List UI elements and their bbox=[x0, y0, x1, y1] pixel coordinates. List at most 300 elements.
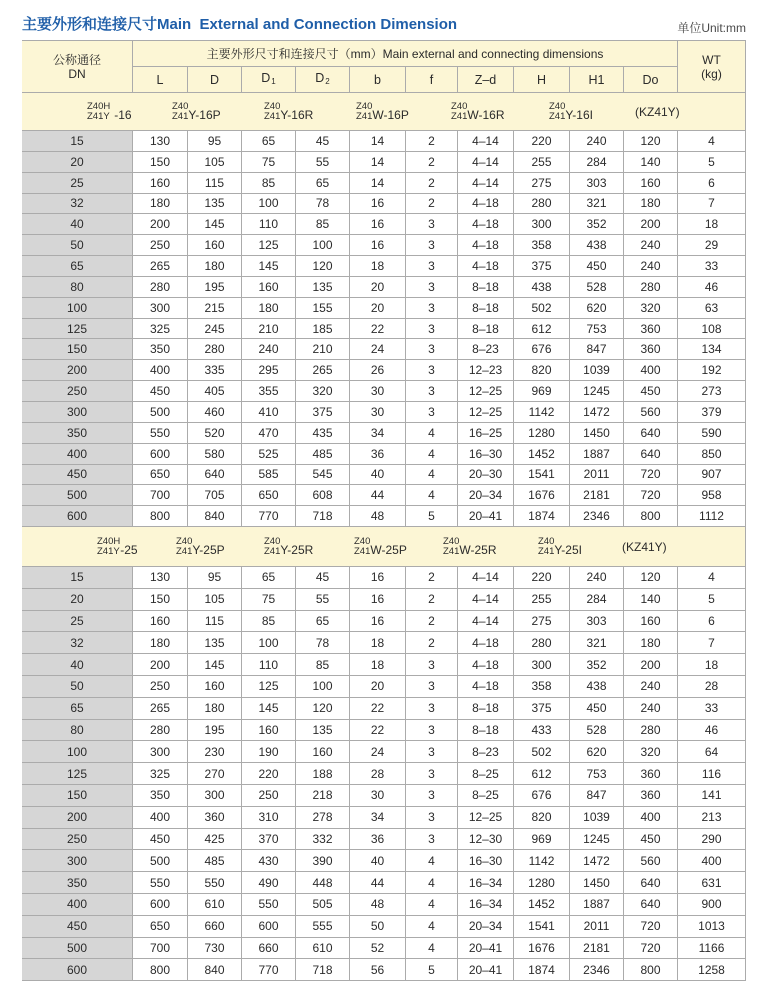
cell-dn: 50 bbox=[22, 235, 133, 256]
cell-h: 612 bbox=[514, 319, 570, 340]
cell-h1: 620 bbox=[570, 741, 624, 763]
cell-d: 160 bbox=[188, 235, 242, 256]
cell-d: 160 bbox=[188, 676, 242, 698]
cell-d1: 370 bbox=[242, 829, 296, 851]
cell-d1: 770 bbox=[242, 959, 296, 981]
cell-b: 20 bbox=[350, 298, 406, 319]
cell-l: 350 bbox=[133, 785, 188, 807]
model-prefix-bottom: Z41Y bbox=[97, 545, 120, 557]
dn-header-en: DN bbox=[68, 66, 86, 81]
cell-d1: 85 bbox=[242, 611, 296, 633]
cell-d1: 145 bbox=[242, 256, 296, 277]
cell-d2: 155 bbox=[296, 298, 350, 319]
cell-l: 400 bbox=[133, 360, 188, 381]
cell-d1: 65 bbox=[242, 567, 296, 589]
cell-b: 20 bbox=[350, 676, 406, 698]
cell-z-d: 4–14 bbox=[458, 589, 514, 611]
model-prefix-stack bbox=[538, 537, 554, 557]
cell-f: 3 bbox=[406, 235, 458, 256]
cell-h: 1874 bbox=[514, 959, 570, 981]
cell-f: 5 bbox=[406, 959, 458, 981]
model-prefix-top: Z40 bbox=[538, 535, 555, 547]
cell-d: 95 bbox=[188, 567, 242, 589]
cell-do: 720 bbox=[624, 916, 678, 938]
cell-f: 3 bbox=[406, 741, 458, 763]
model-prefix-top: Z40 bbox=[354, 535, 371, 547]
model-prefix-stack bbox=[356, 102, 372, 122]
cell-z-d: 4–14 bbox=[458, 611, 514, 633]
cell-d: 460 bbox=[188, 402, 242, 423]
cell-d1: 160 bbox=[242, 277, 296, 298]
cell-h1: 2011 bbox=[570, 916, 624, 938]
cell-h1: 284 bbox=[570, 589, 624, 611]
column-header-h1 bbox=[570, 67, 624, 93]
cell-z-d: 16–25 bbox=[458, 423, 514, 444]
cell-z-d: 4–14 bbox=[458, 173, 514, 194]
cell-d: 705 bbox=[188, 485, 242, 506]
cell-b: 30 bbox=[350, 402, 406, 423]
model-group-header bbox=[22, 93, 746, 131]
cell-h1: 2011 bbox=[570, 465, 624, 486]
column-header-f bbox=[406, 67, 458, 93]
table-row bbox=[22, 444, 746, 465]
cell-h: 1874 bbox=[514, 506, 570, 527]
model-suffix: -25 bbox=[120, 542, 138, 557]
cell-h1: 1887 bbox=[570, 444, 624, 465]
cell-d: 145 bbox=[188, 214, 242, 235]
cell-b: 16 bbox=[350, 567, 406, 589]
model-suffix: W-16R bbox=[467, 107, 505, 122]
cell-wt: 33 bbox=[678, 698, 746, 720]
cell-do: 280 bbox=[624, 720, 678, 742]
cell-l: 550 bbox=[133, 872, 188, 894]
model-prefix-bottom: Z41 bbox=[264, 110, 281, 122]
cell-do: 140 bbox=[624, 152, 678, 173]
model-label bbox=[622, 541, 667, 553]
cell-b: 40 bbox=[350, 850, 406, 872]
cell-wt: 900 bbox=[678, 894, 746, 916]
cell-l: 160 bbox=[133, 611, 188, 633]
cell-h1: 284 bbox=[570, 152, 624, 173]
cell-do: 180 bbox=[624, 194, 678, 215]
cell-z-d: 8–18 bbox=[458, 298, 514, 319]
cell-b: 30 bbox=[350, 785, 406, 807]
cell-wt: 7 bbox=[678, 194, 746, 215]
cell-f: 3 bbox=[406, 256, 458, 277]
cell-z-d: 4–18 bbox=[458, 676, 514, 698]
cell-wt: 18 bbox=[678, 214, 746, 235]
cell-h1: 1245 bbox=[570, 381, 624, 402]
cell-dn: 40 bbox=[22, 214, 133, 235]
cell-do: 450 bbox=[624, 829, 678, 851]
cell-z-d: 4–14 bbox=[458, 131, 514, 152]
table-row bbox=[22, 485, 746, 506]
cell-d2: 100 bbox=[296, 235, 350, 256]
cell-d2: 485 bbox=[296, 444, 350, 465]
cell-do: 800 bbox=[624, 506, 678, 527]
cell-do: 160 bbox=[624, 173, 678, 194]
cell-h1: 450 bbox=[570, 256, 624, 277]
column-header-b bbox=[350, 67, 406, 93]
cell-h: 358 bbox=[514, 235, 570, 256]
cell-f: 4 bbox=[406, 485, 458, 506]
cell-d2: 85 bbox=[296, 654, 350, 676]
cell-d: 640 bbox=[188, 465, 242, 486]
cell-b: 22 bbox=[350, 698, 406, 720]
cell-z-d: 20–41 bbox=[458, 506, 514, 527]
cell-b: 14 bbox=[350, 173, 406, 194]
wt-header-unit: (kg) bbox=[701, 66, 722, 81]
cell-l: 325 bbox=[133, 319, 188, 340]
model-label bbox=[172, 102, 221, 122]
cell-f: 2 bbox=[406, 632, 458, 654]
cell-dn: 400 bbox=[22, 894, 133, 916]
cell-d1: 770 bbox=[242, 506, 296, 527]
cell-h1: 528 bbox=[570, 720, 624, 742]
cell-f: 4 bbox=[406, 444, 458, 465]
column-header-label bbox=[261, 71, 275, 89]
cell-f: 3 bbox=[406, 785, 458, 807]
cell-h: 1280 bbox=[514, 872, 570, 894]
cell-d2: 55 bbox=[296, 589, 350, 611]
model-prefix-bottom: Z41 bbox=[443, 545, 460, 557]
cell-f: 3 bbox=[406, 402, 458, 423]
cell-b: 44 bbox=[350, 872, 406, 894]
cell-dn: 125 bbox=[22, 319, 133, 340]
model-suffix: W-25R bbox=[459, 542, 497, 557]
model-prefix-stack bbox=[87, 102, 110, 122]
cell-d1: 85 bbox=[242, 173, 296, 194]
cell-h1: 753 bbox=[570, 319, 624, 340]
cell-d2: 120 bbox=[296, 256, 350, 277]
model-prefix-bottom: Z41 bbox=[356, 110, 373, 122]
cell-l: 500 bbox=[133, 850, 188, 872]
cell-d2: 390 bbox=[296, 850, 350, 872]
cell-l: 450 bbox=[133, 381, 188, 402]
cell-z-d: 20–41 bbox=[458, 938, 514, 960]
cell-d1: 410 bbox=[242, 402, 296, 423]
cell-d: 610 bbox=[188, 894, 242, 916]
table-row bbox=[22, 785, 746, 807]
table-row bbox=[22, 589, 746, 611]
cell-b: 18 bbox=[350, 256, 406, 277]
cell-h: 1676 bbox=[514, 938, 570, 960]
cell-wt: 273 bbox=[678, 381, 746, 402]
model-prefix-top: Z40H bbox=[97, 535, 121, 547]
cell-dn: 600 bbox=[22, 506, 133, 527]
cell-do: 640 bbox=[624, 444, 678, 465]
cell-h1: 1039 bbox=[570, 807, 624, 829]
cell-do: 360 bbox=[624, 319, 678, 340]
cell-z-d: 12–30 bbox=[458, 829, 514, 851]
cell-l: 280 bbox=[133, 720, 188, 742]
cell-l: 800 bbox=[133, 506, 188, 527]
cell-d: 550 bbox=[188, 872, 242, 894]
table-row bbox=[22, 360, 746, 381]
cell-b: 36 bbox=[350, 444, 406, 465]
cell-d1: 110 bbox=[242, 654, 296, 676]
cell-d2: 375 bbox=[296, 402, 350, 423]
cell-h1: 1472 bbox=[570, 850, 624, 872]
cell-l: 800 bbox=[133, 959, 188, 981]
cell-d: 270 bbox=[188, 763, 242, 785]
cell-wt: 6 bbox=[678, 173, 746, 194]
cell-d: 95 bbox=[188, 131, 242, 152]
cell-b: 56 bbox=[350, 959, 406, 981]
cell-wt: 5 bbox=[678, 152, 746, 173]
model-prefix-stack bbox=[172, 102, 188, 122]
cell-d1: 525 bbox=[242, 444, 296, 465]
cell-wt: 1166 bbox=[678, 938, 746, 960]
cell-z-d: 8–18 bbox=[458, 698, 514, 720]
cell-d: 145 bbox=[188, 654, 242, 676]
cell-d2: 435 bbox=[296, 423, 350, 444]
cell-l: 200 bbox=[133, 654, 188, 676]
cell-h: 300 bbox=[514, 654, 570, 676]
cell-h: 676 bbox=[514, 785, 570, 807]
cell-d1: 490 bbox=[242, 872, 296, 894]
cell-f: 2 bbox=[406, 131, 458, 152]
cell-f: 4 bbox=[406, 916, 458, 938]
model-label bbox=[264, 537, 313, 557]
cell-z-d: 16–30 bbox=[458, 850, 514, 872]
table-header bbox=[22, 41, 746, 93]
cell-do: 240 bbox=[624, 676, 678, 698]
cell-h1: 1887 bbox=[570, 894, 624, 916]
cell-do: 200 bbox=[624, 214, 678, 235]
cell-h1: 240 bbox=[570, 567, 624, 589]
model-suffix: (KZ41Y) bbox=[635, 104, 680, 119]
cell-d1: 210 bbox=[242, 319, 296, 340]
model-prefix-stack bbox=[451, 102, 467, 122]
cell-wt: 4 bbox=[678, 567, 746, 589]
cell-d2: 265 bbox=[296, 360, 350, 381]
cell-d: 135 bbox=[188, 194, 242, 215]
cell-dn: 15 bbox=[22, 567, 133, 589]
cell-d: 115 bbox=[188, 611, 242, 633]
cell-wt: 213 bbox=[678, 807, 746, 829]
model-suffix: (KZ41Y) bbox=[622, 539, 667, 554]
cell-h1: 2346 bbox=[570, 506, 624, 527]
cell-d1: 550 bbox=[242, 894, 296, 916]
cell-f: 2 bbox=[406, 173, 458, 194]
cell-l: 250 bbox=[133, 235, 188, 256]
table-row bbox=[22, 423, 746, 444]
cell-d: 115 bbox=[188, 173, 242, 194]
cell-d: 730 bbox=[188, 938, 242, 960]
cell-d2: 85 bbox=[296, 214, 350, 235]
cell-h: 676 bbox=[514, 339, 570, 360]
model-prefix-top: Z40 bbox=[264, 535, 281, 547]
cell-l: 130 bbox=[133, 131, 188, 152]
cell-dn: 80 bbox=[22, 277, 133, 298]
cell-d: 840 bbox=[188, 959, 242, 981]
cell-wt: 4 bbox=[678, 131, 746, 152]
cell-f: 4 bbox=[406, 850, 458, 872]
cell-dn: 65 bbox=[22, 256, 133, 277]
cell-dn: 100 bbox=[22, 298, 133, 319]
cell-h1: 450 bbox=[570, 698, 624, 720]
cell-d2: 545 bbox=[296, 465, 350, 486]
model-prefix-bottom: Z41 bbox=[176, 545, 193, 557]
model-prefix-top: Z40 bbox=[264, 100, 281, 112]
cell-wt: 29 bbox=[678, 235, 746, 256]
cell-h: 375 bbox=[514, 256, 570, 277]
cell-l: 200 bbox=[133, 214, 188, 235]
cell-do: 640 bbox=[624, 423, 678, 444]
table-row bbox=[22, 959, 746, 981]
cell-wt: 46 bbox=[678, 277, 746, 298]
cell-f: 3 bbox=[406, 763, 458, 785]
cell-d2: 45 bbox=[296, 131, 350, 152]
cell-f: 3 bbox=[406, 277, 458, 298]
cell-d: 425 bbox=[188, 829, 242, 851]
cell-dn: 32 bbox=[22, 632, 133, 654]
cell-wt: 63 bbox=[678, 298, 746, 319]
cell-f: 3 bbox=[406, 381, 458, 402]
model-prefix-top: Z40 bbox=[549, 100, 566, 112]
column-header-label bbox=[315, 71, 329, 89]
cell-h: 255 bbox=[514, 589, 570, 611]
cell-dn: 450 bbox=[22, 916, 133, 938]
cell-d2: 718 bbox=[296, 959, 350, 981]
cell-dn: 250 bbox=[22, 829, 133, 851]
cell-dn: 65 bbox=[22, 698, 133, 720]
column-header-label: D bbox=[209, 72, 220, 87]
cell-d2: 555 bbox=[296, 916, 350, 938]
cell-dn: 200 bbox=[22, 360, 133, 381]
model-label bbox=[635, 106, 680, 118]
cell-dn: 450 bbox=[22, 465, 133, 486]
cell-do: 160 bbox=[624, 611, 678, 633]
cell-h1: 438 bbox=[570, 676, 624, 698]
cell-dn: 125 bbox=[22, 763, 133, 785]
cell-z-d: 20–41 bbox=[458, 959, 514, 981]
cell-h: 820 bbox=[514, 807, 570, 829]
cell-l: 650 bbox=[133, 465, 188, 486]
cell-f: 3 bbox=[406, 214, 458, 235]
cell-dn: 500 bbox=[22, 485, 133, 506]
model-prefix-bottom: Z41Y bbox=[87, 110, 110, 122]
cell-d1: 145 bbox=[242, 698, 296, 720]
cell-d2: 45 bbox=[296, 567, 350, 589]
cell-d1: 160 bbox=[242, 720, 296, 742]
cell-d1: 585 bbox=[242, 465, 296, 486]
cell-h1: 1245 bbox=[570, 829, 624, 851]
table-row bbox=[22, 173, 746, 194]
cell-wt: 192 bbox=[678, 360, 746, 381]
cell-b: 26 bbox=[350, 360, 406, 381]
cell-d2: 65 bbox=[296, 173, 350, 194]
cell-h1: 321 bbox=[570, 194, 624, 215]
dimensions-header-text: 主要外形尺寸和连接尺寸（mm）Main external and connecting dimensions bbox=[206, 46, 604, 61]
cell-h: 300 bbox=[514, 214, 570, 235]
cell-h: 1541 bbox=[514, 916, 570, 938]
cell-do: 240 bbox=[624, 256, 678, 277]
cell-dn: 15 bbox=[22, 131, 133, 152]
cell-d2: 718 bbox=[296, 506, 350, 527]
cell-d2: 55 bbox=[296, 152, 350, 173]
cell-l: 550 bbox=[133, 423, 188, 444]
column-header-main: D bbox=[261, 70, 271, 85]
cell-z-d: 4–14 bbox=[458, 152, 514, 173]
cell-dn: 25 bbox=[22, 611, 133, 633]
model-prefix-stack bbox=[264, 102, 280, 122]
model-prefix-stack bbox=[97, 537, 120, 557]
column-header-label: H bbox=[536, 72, 547, 87]
table-row bbox=[22, 654, 746, 676]
cell-d: 840 bbox=[188, 506, 242, 527]
cell-d2: 278 bbox=[296, 807, 350, 829]
cell-dn: 300 bbox=[22, 402, 133, 423]
cell-dn: 400 bbox=[22, 444, 133, 465]
cell-d1: 240 bbox=[242, 339, 296, 360]
cell-z-d: 4–18 bbox=[458, 256, 514, 277]
cell-f: 2 bbox=[406, 567, 458, 589]
page-title: 主要外形和连接尺寸Main External and Connection Dimension bbox=[22, 16, 458, 33]
model-suffix: W-25P bbox=[370, 542, 407, 557]
cell-h1: 2346 bbox=[570, 959, 624, 981]
cell-z-d: 20–30 bbox=[458, 465, 514, 486]
model-suffix: Y-25P bbox=[192, 542, 225, 557]
cell-b: 40 bbox=[350, 465, 406, 486]
cell-d1: 125 bbox=[242, 676, 296, 698]
cell-b: 22 bbox=[350, 720, 406, 742]
model-label bbox=[538, 537, 582, 557]
cell-d1: 75 bbox=[242, 589, 296, 611]
model-prefix-bottom: Z41 bbox=[538, 545, 555, 557]
cell-wt: 108 bbox=[678, 319, 746, 340]
cell-l: 300 bbox=[133, 741, 188, 763]
cell-dn: 250 bbox=[22, 381, 133, 402]
model-prefix-top: Z40 bbox=[176, 535, 193, 547]
cell-z-d: 8–25 bbox=[458, 763, 514, 785]
table-row bbox=[22, 894, 746, 916]
cell-h1: 438 bbox=[570, 235, 624, 256]
cell-l: 350 bbox=[133, 339, 188, 360]
cell-wt: 141 bbox=[678, 785, 746, 807]
cell-wt: 6 bbox=[678, 611, 746, 633]
table-row bbox=[22, 214, 746, 235]
model-prefix-stack bbox=[354, 537, 370, 557]
cell-wt: 134 bbox=[678, 339, 746, 360]
cell-h1: 620 bbox=[570, 298, 624, 319]
cell-wt: 631 bbox=[678, 872, 746, 894]
cell-h1: 352 bbox=[570, 214, 624, 235]
table-row bbox=[22, 277, 746, 298]
cell-h1: 1450 bbox=[570, 872, 624, 894]
table-row bbox=[22, 402, 746, 423]
cell-d2: 610 bbox=[296, 938, 350, 960]
dn-header bbox=[22, 41, 133, 93]
cell-f: 5 bbox=[406, 506, 458, 527]
cell-b: 50 bbox=[350, 916, 406, 938]
cell-d: 180 bbox=[188, 256, 242, 277]
cell-h1: 240 bbox=[570, 131, 624, 152]
model-suffix: -16 bbox=[114, 107, 132, 122]
cell-z-d: 16–30 bbox=[458, 444, 514, 465]
cell-b: 24 bbox=[350, 741, 406, 763]
model-prefix-top: Z40 bbox=[443, 535, 460, 547]
cell-do: 800 bbox=[624, 959, 678, 981]
cell-h1: 847 bbox=[570, 785, 624, 807]
cell-do: 120 bbox=[624, 567, 678, 589]
cell-f: 3 bbox=[406, 339, 458, 360]
cell-h: 220 bbox=[514, 131, 570, 152]
cell-dn: 25 bbox=[22, 173, 133, 194]
cell-b: 14 bbox=[350, 131, 406, 152]
cell-do: 720 bbox=[624, 465, 678, 486]
